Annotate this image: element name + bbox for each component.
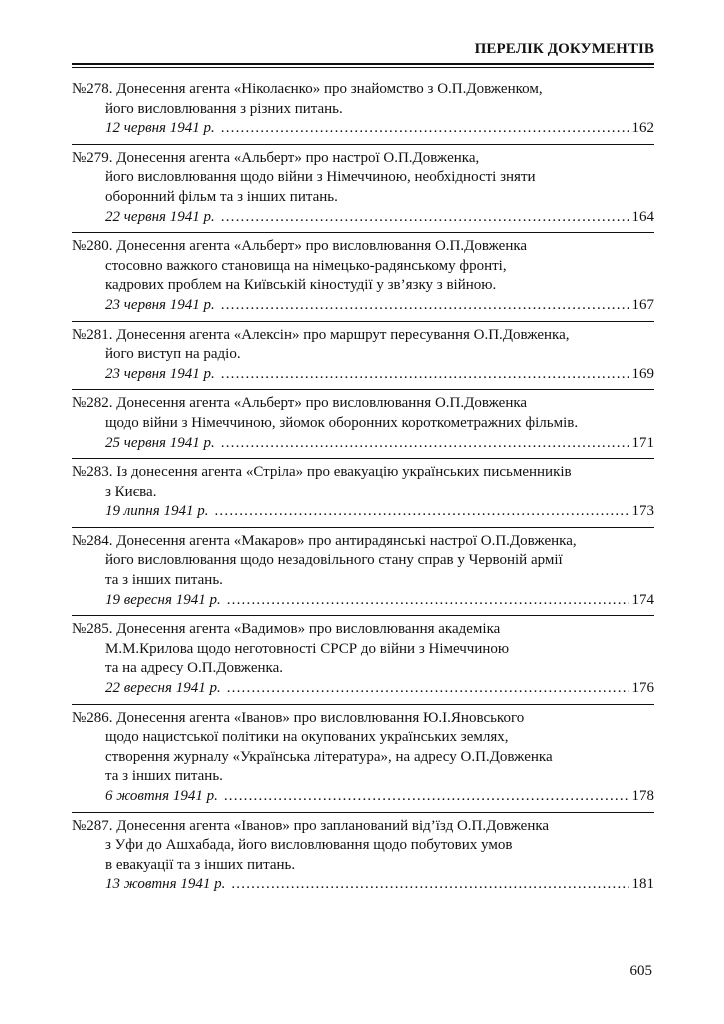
entry-title: №281. Донесення агента «Алексін» про маршрут пересування О.П.Довженка, — [72, 326, 570, 343]
header-rule — [72, 63, 654, 65]
entry-title-continuation: щодо нацистської політики на окупованих українських землях, — [105, 729, 509, 746]
entry-title-continuation: щодо війни з Німеччиною, зйомок оборонних короткометражних фільмів. — [105, 414, 579, 431]
document-entry-282 — [72, 390, 654, 458]
document-entry-284 — [72, 528, 654, 615]
dot-leader — [224, 787, 629, 807]
dot-leader — [214, 502, 628, 522]
entry-date: 23 червня 1941 р. — [105, 365, 215, 382]
document-entry-280 — [72, 233, 654, 320]
entry-title: №282. Донесення агента «Альберт» про висловлювання О.П.Довженка — [72, 395, 528, 412]
entry-title: №284. Донесення агента «Макаров» про антирадянські настрої О.П.Довженка, — [72, 532, 577, 549]
document-entry-278 — [72, 76, 654, 144]
entry-reference — [72, 591, 654, 611]
entry-title-continuation: його висловлювання щодо незадовільного стану справ у Червоній армії — [105, 552, 563, 569]
document-entry-281 — [72, 322, 654, 390]
entry-title-continuation: кадрових проблем на Київській кіностудії у зв’язку з війною. — [105, 277, 497, 294]
entry-title-continuation: та на адресу О.П.Довженка. — [105, 660, 283, 677]
document-entry-279 — [72, 145, 654, 232]
entry-title-continuation: з Києва. — [105, 483, 157, 500]
entry-page-number: 167 — [631, 296, 654, 313]
dot-leader — [221, 296, 629, 316]
entry-page-number: 164 — [631, 208, 654, 225]
entry-reference — [72, 679, 654, 699]
entry-page-number: 174 — [631, 591, 654, 608]
entry-title: №285. Донесення агента «Вадимов» про висловлювання академіка — [72, 621, 501, 638]
entry-date: 23 червня 1941 р. — [105, 296, 215, 313]
entry-title-continuation: з Уфи до Ашхабада, його висловлювання щодо побутових умов — [105, 837, 513, 854]
entry-date: 6 жовтня 1941 р. — [105, 788, 218, 804]
entry-title-continuation: його висловлювання щодо війни з Німеччиною, необхідності зняти — [105, 169, 536, 186]
entry-reference — [72, 875, 654, 895]
entry-reference — [72, 208, 654, 228]
dot-leader — [221, 208, 629, 228]
entry-title: №287. Донесення агента «Іванов» про запланований від’їзд О.П.Довженка — [72, 817, 550, 834]
dot-leader — [221, 434, 629, 454]
entry-reference — [72, 502, 654, 522]
running-header-title: ПЕРЕЛІК ДОКУМЕНТІВ — [474, 41, 654, 57]
entry-page-number: 171 — [631, 434, 654, 451]
dot-leader — [227, 591, 629, 611]
entry-date: 19 вересня 1941 р. — [105, 591, 221, 608]
dot-leader — [231, 875, 628, 895]
document-list — [72, 76, 654, 900]
entry-page-number: 169 — [631, 365, 654, 382]
entry-title-continuation: та з інших питань. — [105, 572, 223, 589]
entry-date: 22 червня 1941 р. — [105, 208, 215, 225]
entry-page-number: 178 — [631, 788, 654, 804]
entry-title: №286. Донесення агента «Іванов» про висловлювання Ю.І.Яновського — [72, 709, 525, 726]
entry-page-number: 173 — [631, 503, 654, 520]
running-header — [72, 40, 654, 68]
entry-date: 12 червня 1941 р. — [105, 120, 215, 137]
document-entry-285 — [72, 616, 654, 703]
entry-reference — [72, 119, 654, 139]
entry-title: №283. Із донесення агента «Стріла» про евакуацію українських письменників — [72, 464, 572, 481]
entry-page-number: 181 — [631, 876, 654, 893]
entry-reference — [72, 434, 654, 454]
entry-title: №280. Донесення агента «Альберт» про висловлювання О.П.Довженка — [72, 238, 528, 255]
entry-title-continuation: оборонний фільм та з інших питань. — [105, 188, 338, 205]
entry-page-number: 162 — [631, 120, 654, 137]
document-entry-286 — [72, 705, 654, 812]
dot-leader — [227, 679, 629, 699]
entry-title: №278. Донесення агента «Ніколаєнко» про знайомство з О.П.Довженком, — [72, 81, 543, 97]
entry-title-continuation: створення журналу «Українська література», на адресу О.П.Довженка — [105, 748, 553, 765]
entry-page-number: 176 — [631, 680, 654, 697]
entry-date: 13 жовтня 1941 р. — [105, 876, 226, 893]
dot-leader — [221, 365, 629, 385]
page-number: 605 — [629, 963, 652, 979]
entry-title-continuation: його висловлювання з різних питань. — [105, 100, 343, 117]
entry-title-continuation: стосовно важкого становища на німецько-радянському фронті, — [105, 257, 507, 274]
entry-date: 19 липня 1941 р. — [105, 503, 209, 520]
dot-leader — [221, 119, 629, 139]
entry-reference — [72, 296, 654, 316]
entry-title-continuation: в евакуації та з інших питань. — [105, 856, 296, 873]
entry-reference — [72, 365, 654, 385]
entry-title-continuation: його виступ на радіо. — [105, 346, 241, 363]
entry-date: 25 червня 1941 р. — [105, 434, 215, 451]
document-entry-283 — [72, 459, 654, 527]
entry-title: №279. Донесення агента «Альберт» про настрої О.П.Довженка, — [72, 149, 480, 166]
entry-date: 22 вересня 1941 р. — [105, 680, 221, 697]
header-rule-thin — [72, 67, 654, 68]
entry-title-continuation: М.М.Крилова щодо неготовності СРСР до війни з Німеччиною — [105, 640, 510, 657]
entry-title-continuation: та з інших питань. — [105, 768, 223, 785]
document-entry-287 — [72, 813, 654, 900]
entry-reference — [72, 787, 654, 807]
